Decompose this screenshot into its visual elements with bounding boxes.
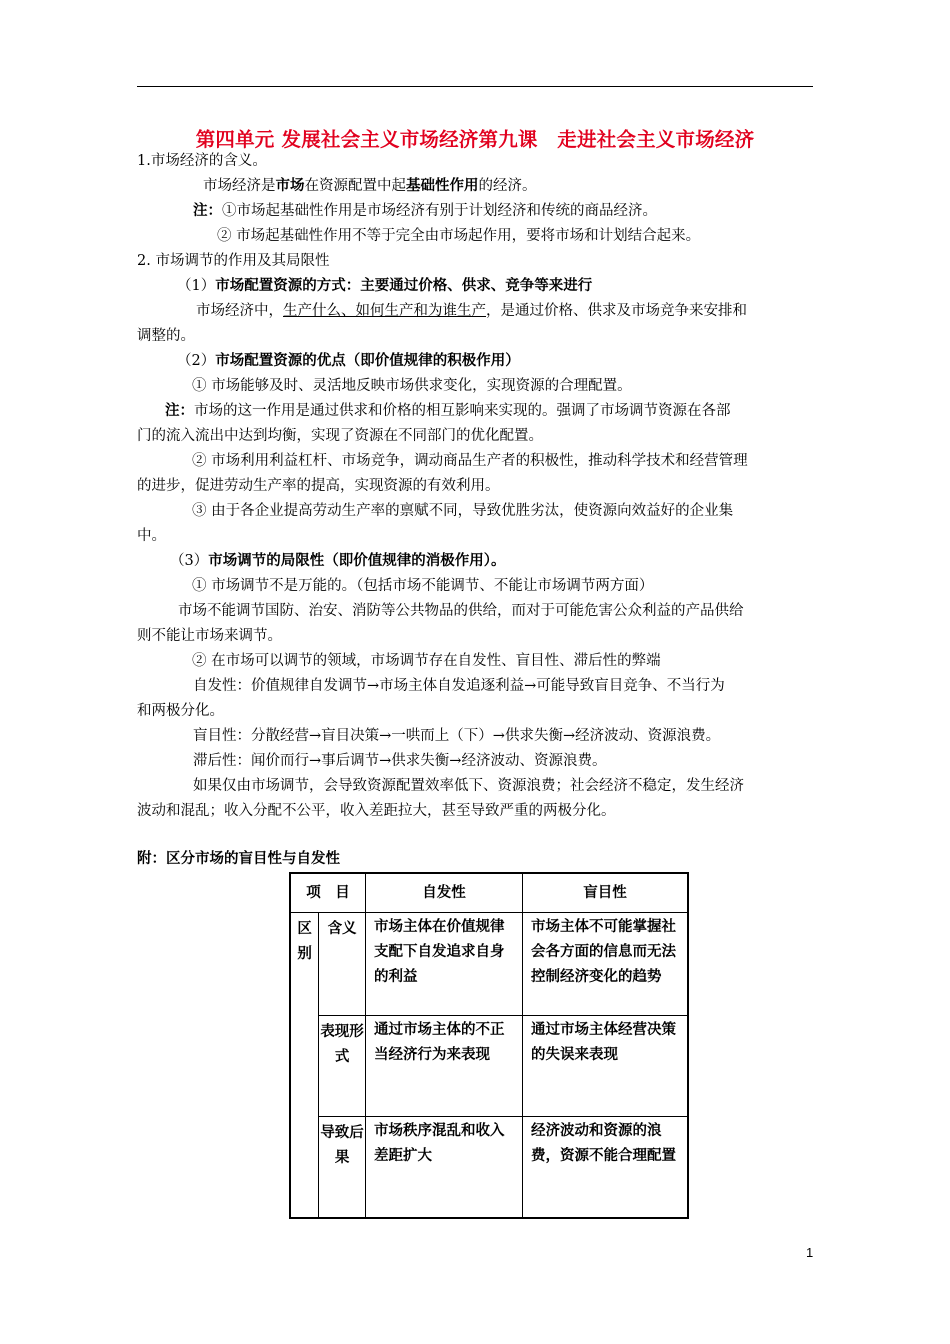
spontaneity-cell: 通过市场主体的不正当经济行为来表现 xyxy=(366,1016,523,1117)
paragraph-line: 中。 xyxy=(137,528,166,544)
header-rule xyxy=(137,86,813,87)
table-row xyxy=(290,1016,688,1117)
bold-term-basic-role: 基础性作用 xyxy=(406,178,479,194)
subsection-title: 市场配置资源的优点（即价值规律的积极作用） xyxy=(215,353,520,369)
page-number: 1 xyxy=(806,1245,814,1260)
comparison-table xyxy=(289,872,689,1219)
blindness-cell: 通过市场主体经营决策的失误来表现 xyxy=(523,1016,689,1117)
advantage-1: ① 市场能够及时、灵活地反映市场供求变化，实现资源的合理配置。 xyxy=(192,378,632,394)
note-label: 注： xyxy=(193,203,222,219)
note-1 xyxy=(193,201,657,221)
paragraph-line: 的进步，促进劳动生产率的提高，实现资源的有效利用。 xyxy=(137,478,500,494)
row-label-cell: 导致后果 xyxy=(319,1117,366,1218)
subsection-2-3 xyxy=(170,551,505,571)
header-cell-spontaneity: 自发性 xyxy=(366,873,523,913)
number: （1） xyxy=(177,278,216,294)
paragraph-line: 调整的。 xyxy=(137,328,195,344)
group-label-cell: 区别 xyxy=(290,913,319,1218)
table-row xyxy=(290,913,688,1016)
subsection-title: 市场配置资源的方式：主要通过价格、供求、竞争等来进行 xyxy=(215,278,593,294)
limitation-1: ① 市场调节不是万能的。（包括市场不能调节、不能让市场调节两方面） xyxy=(192,578,654,594)
text: 市场经济中， xyxy=(196,303,283,319)
spontaneity-line: 自发性：价值规律自发调节→市场主体自发追逐利益→可能导致盲目竞争、不当行为 xyxy=(193,678,725,694)
text: 市场经济是 xyxy=(203,178,276,194)
page-title: 第四单元 发展社会主义市场经济第九课 走进社会主义市场经济 xyxy=(195,128,755,151)
paragraph-line: 和两极分化。 xyxy=(137,703,224,719)
subsection-2-1 xyxy=(177,276,592,296)
lag-line: 滞后性：闻价而行→事后调节→供求失衡→经济波动、资源浪费。 xyxy=(193,753,607,769)
text: 在资源配置中起 xyxy=(304,178,406,194)
spontaneity-cell: 市场主体在价值规律支配下自发追求自身的利益 xyxy=(366,913,523,1016)
row-label-cell: 含义 xyxy=(319,913,366,1016)
note-label: 注： xyxy=(165,403,194,419)
table-header-row xyxy=(290,873,688,913)
definition-line xyxy=(203,176,537,196)
subsection-2-2 xyxy=(177,351,520,371)
appendix-heading: 附：区分市场的盲目性与自发性 xyxy=(137,851,340,867)
bold-term-market: 市场 xyxy=(275,178,305,194)
conclusion-line: 如果仅由市场调节，会导致资源配置效率低下、资源浪费；社会经济不稳定，发生经济 xyxy=(193,778,744,794)
section-2-heading: 2. 市场调节的作用及其局限性 xyxy=(137,253,330,269)
header-cell-item: 项 目 xyxy=(290,873,366,913)
note-text: ①市场起基础性作用是市场经济有别于计划经济和传统的商品经济。 xyxy=(222,203,657,219)
note-2: ② 市场起基础性作用不等于完全由市场起作用，要将市场和计划结合起来。 xyxy=(217,228,701,244)
text: ，是通过价格、供求及市场竞争来安排和 xyxy=(486,303,747,319)
text: 的经济。 xyxy=(478,178,537,194)
row-label-cell: 表现形式 xyxy=(319,1016,366,1117)
limitation-2: ② 在市场可以调节的领域，市场调节存在自发性、盲目性、滞后性的弊端 xyxy=(192,653,661,669)
paragraph-line xyxy=(196,301,747,321)
paragraph-line: 门的流入流出中达到均衡，实现了资源在不同部门的优化配置。 xyxy=(137,428,543,444)
header-cell-blindness: 盲目性 xyxy=(523,873,689,913)
paragraph-line: 则不能让市场来调节。 xyxy=(137,628,282,644)
section-1-heading: 1.市场经济的含义。 xyxy=(137,153,267,169)
note-text: 市场的这一作用是通过供求和价格的相互影响来实现的。强调了市场调节资源在各部 xyxy=(194,403,731,419)
blindness-cell: 市场主体不可能掌握社会各方面的信息而无法控制经济变化的趋势 xyxy=(523,913,689,1016)
number: （3） xyxy=(170,553,209,569)
paragraph-line: 波动和混乱；收入分配不公平，收入差距拉大，甚至导致严重的两极分化。 xyxy=(137,803,616,819)
advantage-3: ③ 由于各企业提高劳动生产率的禀赋不同，导致优胜劣汰，使资源向效益好的企业集 xyxy=(192,503,734,519)
note-3 xyxy=(165,401,731,421)
blindness-cell: 经济波动和资源的浪费，资源不能合理配置 xyxy=(523,1117,689,1218)
advantage-2: ② 市场利用利益杠杆、市场竞争，调动商品生产者的积极性，推动科学技术和经营管理 xyxy=(192,453,748,469)
underlined-text: 生产什么、如何生产和为谁生产 xyxy=(283,303,486,319)
subsection-title: 市场调节的局限性（即价值规律的消极作用）。 xyxy=(208,553,506,569)
paragraph-line: 市场不能调节国防、治安、消防等公共物品的供给，而对于可能危害公众利益的产品供给 xyxy=(178,603,744,619)
number: （2） xyxy=(177,353,216,369)
blindness-line: 盲目性：分散经营→盲目决策→一哄而上（下）→供求失衡→经济波动、资源浪费。 xyxy=(193,728,721,744)
table-row xyxy=(290,1117,688,1218)
spontaneity-cell: 市场秩序混乱和收入差距扩大 xyxy=(366,1117,523,1218)
